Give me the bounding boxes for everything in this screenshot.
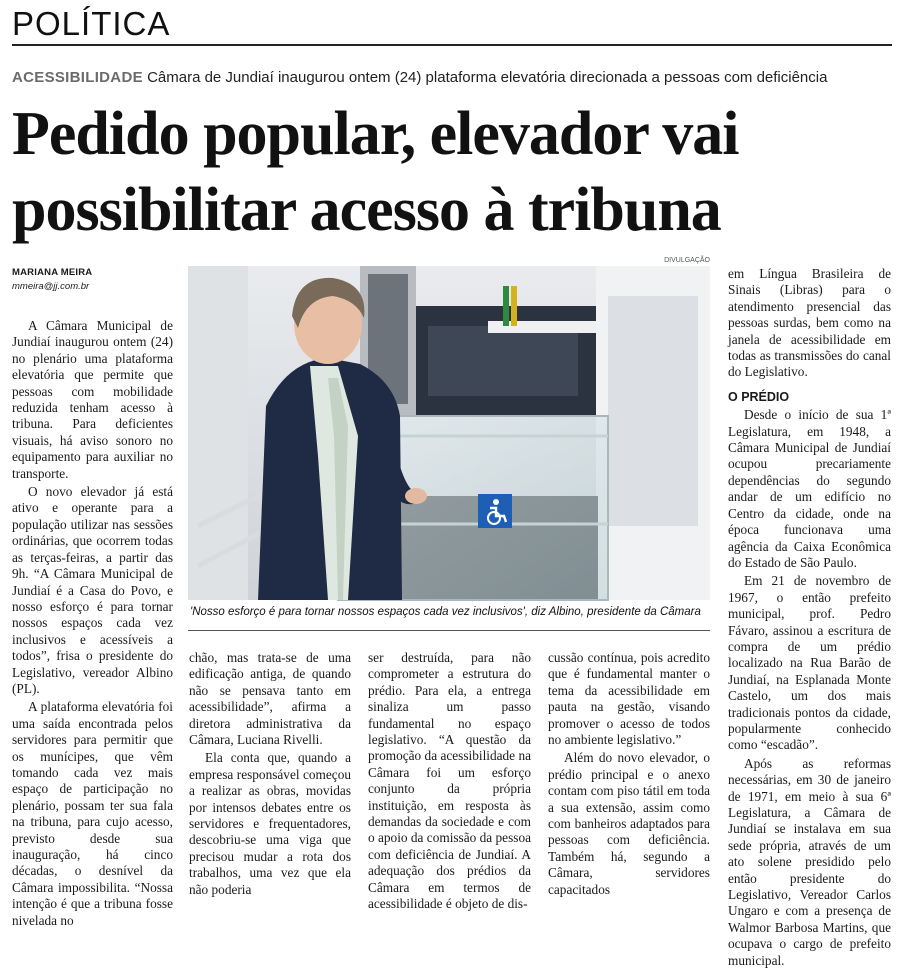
kicker-tag: ACESSIBILIDADE	[12, 69, 143, 86]
paragraph: chão, mas trata-se de uma edificação antiga, de quando não se pensava tanto em acessibilidade”, afirma a diretora administrativa da Câmara, Luciana Rivelli.	[189, 650, 351, 748]
article-column-4	[548, 650, 710, 900]
paragraph: Desde o início de sua 1ª Legislatura, em 1948, a Câmara Municipal de Jundiaí ocupou precariamente dependências do segundo andar de um edifício no Centro da cidade, onde na época funcionava uma agência da Caixa Econômica do Estado de São Paulo.	[728, 407, 891, 570]
article-column-1	[12, 318, 173, 931]
headline-line-2: possibilitar acesso à tribuna	[12, 176, 721, 244]
section-title: POLÍTICA	[12, 5, 171, 42]
byline-name: MARIANA MEIRA	[12, 267, 93, 278]
article-column-2	[189, 650, 351, 900]
paragraph: ser destruída, para não comprometer a estrutura do prédio. Para ela, a entrega sinaliza um passo fundamental no espaço legislativo. “A questão da promoção da acessibilidade na Câmara foi um esforço conjunto da própria instituição, em resposta às demandas da sociedade e com o apoio da comissão da pessoa com deficiência de Jundiaí. A adequação dos prédios da Câmara em termos de acessibilidade é objeto de dis-	[368, 650, 531, 912]
paragraph: Ela conta que, quando a empresa responsável começou a realizar as obras, movidas por intensos debates entre os servidores e frequentadores, descobriu-se uma viga que precisou mudar a rota dos trabalhos, uma vez que ela não poderia	[189, 750, 351, 897]
kicker	[12, 68, 892, 88]
headline-line-1: Pedido popular, elevador vai	[12, 100, 739, 168]
headline	[12, 96, 892, 248]
caption-divider	[188, 630, 710, 631]
paragraph: em Língua Brasileira de Sinais (Libras) para o atendimento presencial das pessoas surdas, bem como na janela de acessibilidade em todas as transmissões do canal do Legislativo.	[728, 266, 891, 380]
article-column-5	[728, 266, 891, 971]
photo-caption: 'Nosso esforço é para tornar nossos espaços cada vez inclusivos', diz Albino, presidente da Câmara	[190, 606, 701, 618]
paragraph: Após as reformas necessárias, em 30 de janeiro de 1971, em meio à sua 6ª Legislatura, a Câmara de Jundiaí se instalava em sua sede própria, através de um ato solene presidido pelo então presidente do Legislativo, Vereador Carlos Ungaro e com a presença de Walmor Barbosa Martins, que ocupava o cargo de prefeito municipal.	[728, 755, 891, 968]
paragraph: Em 21 de novembro de 1967, o então prefeito municipal, prof. Pedro Fávaro, assinou a escritura de compra de um prédio localizado na Rua Barão de Jundiaí, na Esplanada Monte Castelo, um dos mais tradicionais pontos da cidade, popularmente conhecido como “escadão”.	[728, 573, 891, 753]
subheading-o-predio: O PRÉDIO	[728, 389, 790, 404]
article-column-3	[368, 650, 531, 915]
kicker-text: Câmara de Jundiaí inaugurou ontem (24) plataforma elevatória direcionada a pessoas com deficiência	[147, 69, 828, 86]
photo-credit: DIVULGAÇÃO	[664, 257, 710, 264]
byline-email: mmeira@jj.com.br	[12, 281, 90, 292]
paragraph: A plataforma elevatória foi uma saída encontrada pelos servidores para permitir que os munícipes, que vêm tomando cada vez mais espaço de participação no plenário, possam ter sua fala na tribuna, para cujo acesso, previsto desde sua inauguração, há cinco décadas, o desnível da Câmara impossibilita. “Nossa intenção é que a tribuna fosse nivelada no	[12, 699, 173, 928]
paragraph: Além do novo elevador, o prédio principal e o anexo contam com piso tátil em toda a sua extensão, assim como com banheiros adaptados para pessoas com deficiência. Também há, segundo a Câmara, servidores capacitados	[548, 750, 710, 897]
paragraph: cussão contínua, pois acredito que é fundamental manter o tema da acessibilidade em pauta na gestão, visando promover o acesso de todos no ambiente legislativo.”	[548, 650, 710, 748]
paragraph: O novo elevador já está ativo e operante para a população utilizar nas sessões ordinárias, que ocorrem todas as terças-feiras, a partir das 9h. “A Câmara Municipal de Jundiaí é a Casa do Povo, e nosso esforço é para tornar nossos espaços cada vez inclusivos e acessíveis a todos”, frisa o presidente do Legislativo, vereador Albino (PL).	[12, 484, 173, 696]
byline	[12, 267, 92, 292]
section-header	[12, 4, 892, 46]
paragraph: A Câmara Municipal de Jundiaí inaugurou ontem (24) no plenário uma plataforma elevatória que permite que pessoas com mobilidade reduzida tenham acesso à tribuna. Para deficientes visuais, há aviso sonoro no equipamento para auxiliar no transporte.	[12, 318, 173, 481]
article-photo	[188, 266, 710, 600]
photo-illustration	[188, 266, 710, 600]
